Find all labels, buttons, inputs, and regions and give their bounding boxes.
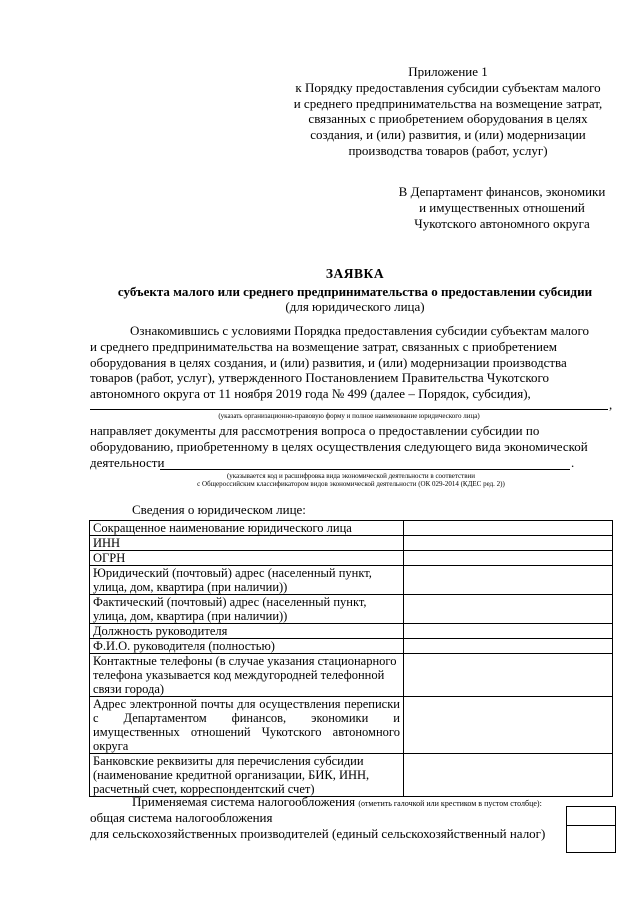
appendix-line: создания, и (или) развития, и (или) модернизации [310,127,586,143]
tax-option-general-checkbox[interactable] [566,806,616,826]
recipient-line: и имущественных отношений [419,199,585,215]
title-subtitle: субъекта малого или среднего предпринимательства о предоставлении субсидии [117,283,593,299]
table-row [90,566,613,595]
table-row [90,624,613,639]
row-value-cell[interactable] [403,595,612,624]
intro-paragraph [90,323,612,402]
request-paragraph [90,423,612,455]
title-main: ЗАЯВКА [325,266,385,281]
row-label: Контактные телефоны (в случае указания стационарного телефона указывается код междугородней телефонной связи города) [90,654,404,697]
row-value-cell[interactable] [403,521,612,536]
tax-heading-text: Применяемая система налогообложения [132,794,356,809]
row-value-cell[interactable] [403,639,612,654]
tax-option-general: общая система налогообложения [90,810,273,825]
company-info-table [89,520,613,797]
table-row [90,654,613,697]
row-value-cell[interactable] [403,654,612,697]
table-row [90,521,613,536]
row-label: Ф.И.О. руководителя (полностью) [90,639,404,654]
row-value-cell[interactable] [403,624,612,639]
activity-period: . [571,455,575,470]
row-label: Адрес электронной почты для осуществления переписки с Департаментом финансов, экономики и имущественных отношений Чукотского автономного округа [90,697,404,754]
appendix-line: к Порядку предоставления субсидии субъектам малого [295,79,601,95]
row-label: Фактический (почтовый) адрес (населенный пункт, улица, дом, квартира (при наличии)) [90,595,404,624]
appendix-line: и среднего предпринимательства на возмещение затрат, [293,95,603,111]
intro-line: и среднего предпринимательства на возмещение затрат, связанных с приобретением [90,338,557,354]
tax-option-agricultural-checkbox[interactable] [566,825,616,853]
row-value-cell[interactable] [403,697,612,754]
row-label: ИНН [90,536,404,551]
row-value-cell[interactable] [403,536,612,551]
table-row [90,551,613,566]
appendix-line: связанных с приобретением оборудования в целях [308,111,588,127]
org-name-comma: , [609,397,613,412]
activity-prefix: деятельности [90,455,165,470]
recipient-line: В Департамент финансов, экономики [398,184,606,199]
appendix-header [270,64,626,159]
row-label: Должность руководителя [90,624,404,639]
request-line: оборудованию, приобретенному в целях осуществления следующего вида экономической [90,438,588,454]
org-name-hint: (указать организационно-правовую форму и полное наименование юридического лица) [218,412,480,420]
recipient-line: Чукотского автономного округа [414,215,590,231]
appendix-line: производства товаров (работ, услуг) [348,142,548,158]
table-row [90,754,613,797]
intro-line: Ознакомившись с условиями Порядка предоставления субсидии субъектам малого [130,323,590,338]
row-value-cell[interactable] [403,566,612,595]
org-name-field[interactable] [90,395,608,410]
table-row [90,639,613,654]
activity-hint-2: с Общероссийским классификатором видов экономической деятельности (ОК 029-2014 (КДЕС ред. 2)) [197,480,505,488]
appendix-line: Приложение 1 [408,64,488,79]
tax-heading-note: (отметить галочкой или крестиком в пустом столбце): [358,799,542,808]
intro-line: автономного округа от 11 ноября 2019 года № 499 (далее – Порядок, субсидия), [90,386,531,402]
row-label: Сокращенное наименование юридического лица [90,521,404,536]
tax-system-heading [132,794,542,812]
table-row [90,536,613,551]
row-label: Юридический (почтовый) адрес (населенный пункт, улица, дом, квартира (при наличии)) [90,566,404,595]
request-line: направляет документы для рассмотрения вопроса о предоставлении субсидии по [90,423,540,438]
row-value-cell[interactable] [403,551,612,566]
row-value-cell[interactable] [403,754,612,797]
activity-field[interactable] [160,455,570,470]
activity-hint-1: (указывается код и расшифровка вида экономической деятельности в соответствии [226,472,476,480]
table-row [90,595,613,624]
tax-option-agricultural: для сельскохозяйственных производителей (единый сельскохозяйственный налог) [90,826,546,841]
intro-line: оборудования в целях создания, и (или) развития, и (или) модернизации производства [90,354,567,370]
row-label: Банковские реквизиты для перечисления субсидии (наименование кредитной организации, БИК, ИНН, расчетный счет, корреспондентский счет) [90,754,404,797]
row-label: ОГРН [90,551,404,566]
document-title [60,266,640,315]
intro-line: товаров (работ, услуг), утвержденного Постановлением Правительства Чукотского [90,370,550,386]
table-row [90,697,613,754]
title-note: (для юридического лица) [285,299,425,314]
recipient-block [366,184,638,231]
company-section-heading: Сведения о юридическом лице: [132,502,306,517]
